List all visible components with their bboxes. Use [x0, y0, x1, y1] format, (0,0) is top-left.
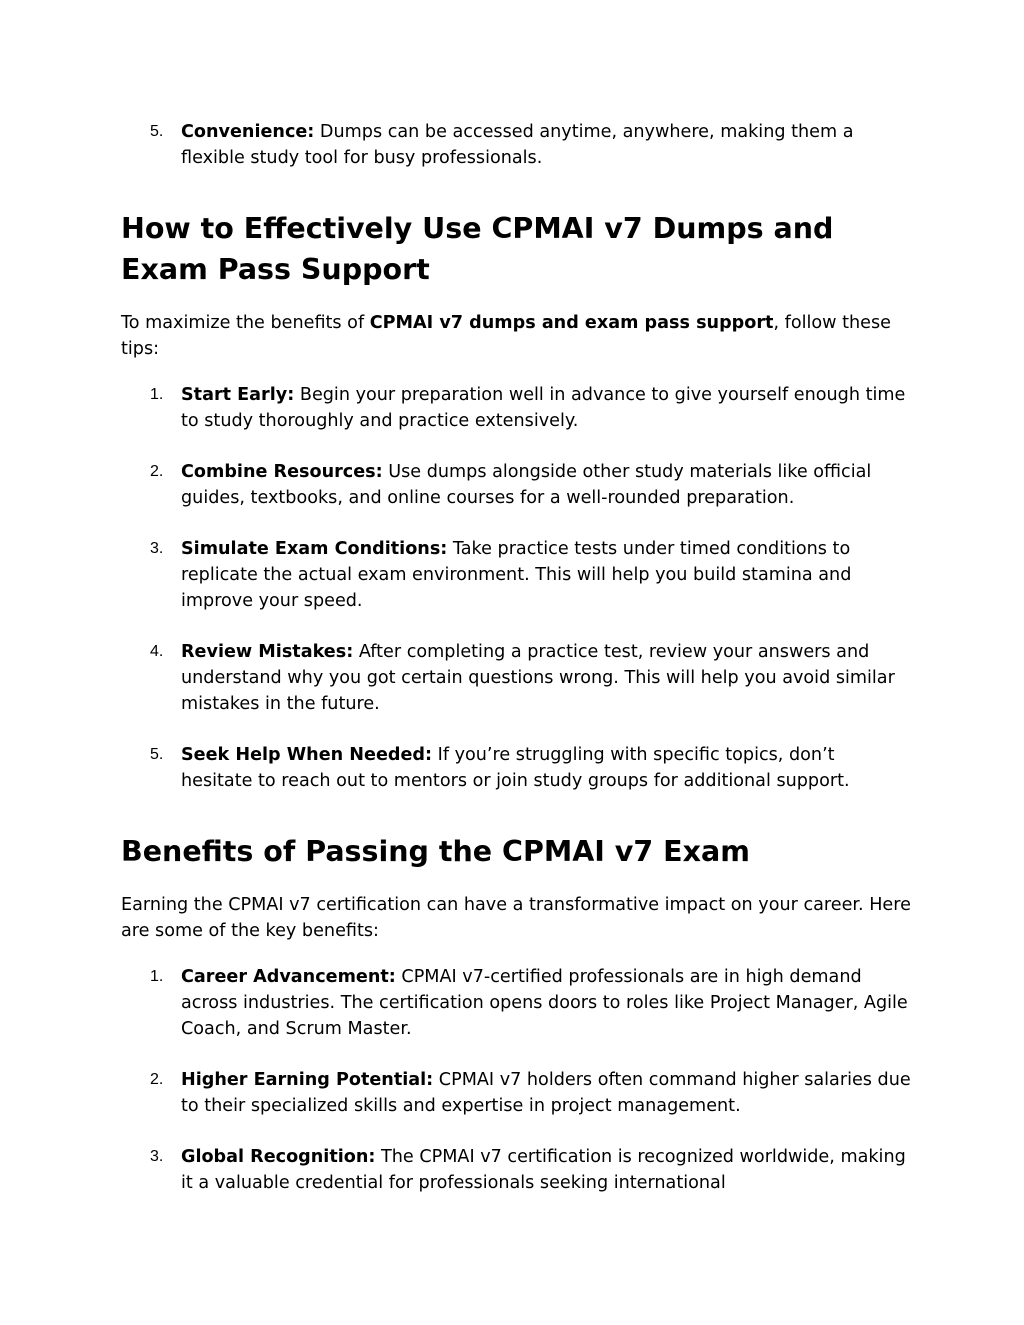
list-number: 5.	[150, 746, 164, 763]
list-number: 2.	[150, 1071, 164, 1088]
list-number: 5.	[150, 123, 164, 140]
intro-text: To maximize the benefits of	[121, 313, 370, 333]
benefits-list	[121, 964, 911, 1196]
section-heading-how-to-use: How to Effectively Use CPMAI v7 Dumps and Exam Pass Support	[121, 212, 834, 286]
list-number: 1.	[150, 386, 164, 403]
list-term: Convenience:	[181, 122, 315, 142]
list-number: 1.	[150, 968, 164, 985]
list-text: CPMAI v7 holders often command higher salaries due to their specialized skills and expertise in project management.	[181, 1070, 911, 1116]
document-page	[121, 119, 911, 1196]
list-number: 3.	[150, 540, 164, 557]
list-term: Seek Help When Needed:	[181, 745, 433, 765]
list-text: If you’re struggling with specific topics, don’t hesitate to reach out to mentors or join study groups for additional support.	[181, 745, 850, 791]
list-text: Take practice tests under timed conditions to replicate the actual exam environment. This will help you build stamina and improve your speed.	[181, 539, 852, 611]
list-item	[121, 459, 911, 511]
list-item	[121, 742, 911, 794]
list-term: Global Recognition:	[181, 1147, 376, 1167]
list-text: Dumps can be accessed anytime, anywhere, making them a flexible study tool for busy professionals.	[181, 122, 854, 168]
list-term: Combine Resources:	[181, 462, 383, 482]
section-intro: Earning the CPMAI v7 certification can have a transformative impact on your career. Here are some of the key benefits:	[121, 895, 911, 941]
list-item	[121, 382, 911, 434]
list-text: CPMAI v7-certified professionals are in high demand across industries. The certification opens doors to roles like Project Manager, Agile Coach, and Scrum Master.	[181, 967, 908, 1039]
list-number: 3.	[150, 1148, 164, 1165]
list-item	[121, 119, 911, 171]
tips-list	[121, 382, 911, 794]
section-intro	[121, 310, 911, 362]
list-item	[121, 964, 911, 1042]
list-text: Begin your preparation well in advance to give yourself enough time to study thoroughly and practice extensively.	[181, 385, 906, 431]
list-text: Use dumps alongside other study materials like official guides, textbooks, and online courses for a well-rounded preparation.	[181, 462, 872, 508]
list-item	[121, 1067, 911, 1119]
list-item	[121, 639, 911, 717]
list-number: 4.	[150, 643, 164, 660]
list-text: After completing a practice test, review your answers and understand why you got certain questions wrong. This will help you avoid similar mistakes in the future.	[181, 642, 895, 714]
list-text: The CPMAI v7 certification is recognized worldwide, making it a valuable credential for professionals seeking international	[181, 1147, 906, 1193]
intro-text-end: , follow these tips:	[121, 313, 891, 359]
list-term: Simulate Exam Conditions:	[181, 539, 448, 559]
list-term: Review Mistakes:	[181, 642, 354, 662]
intro-bold-text: CPMAI v7 dumps and exam pass support	[369, 313, 774, 333]
list-term: Higher Earning Potential:	[181, 1070, 434, 1090]
section-heading-benefits: Benefits of Passing the CPMAI v7 Exam	[121, 835, 750, 868]
list-number: 2.	[150, 463, 164, 480]
list-item	[121, 536, 911, 614]
list-item	[121, 1144, 911, 1196]
list-term: Start Early:	[181, 385, 295, 405]
list-term: Career Advancement:	[181, 967, 396, 987]
continued-list	[121, 119, 911, 171]
